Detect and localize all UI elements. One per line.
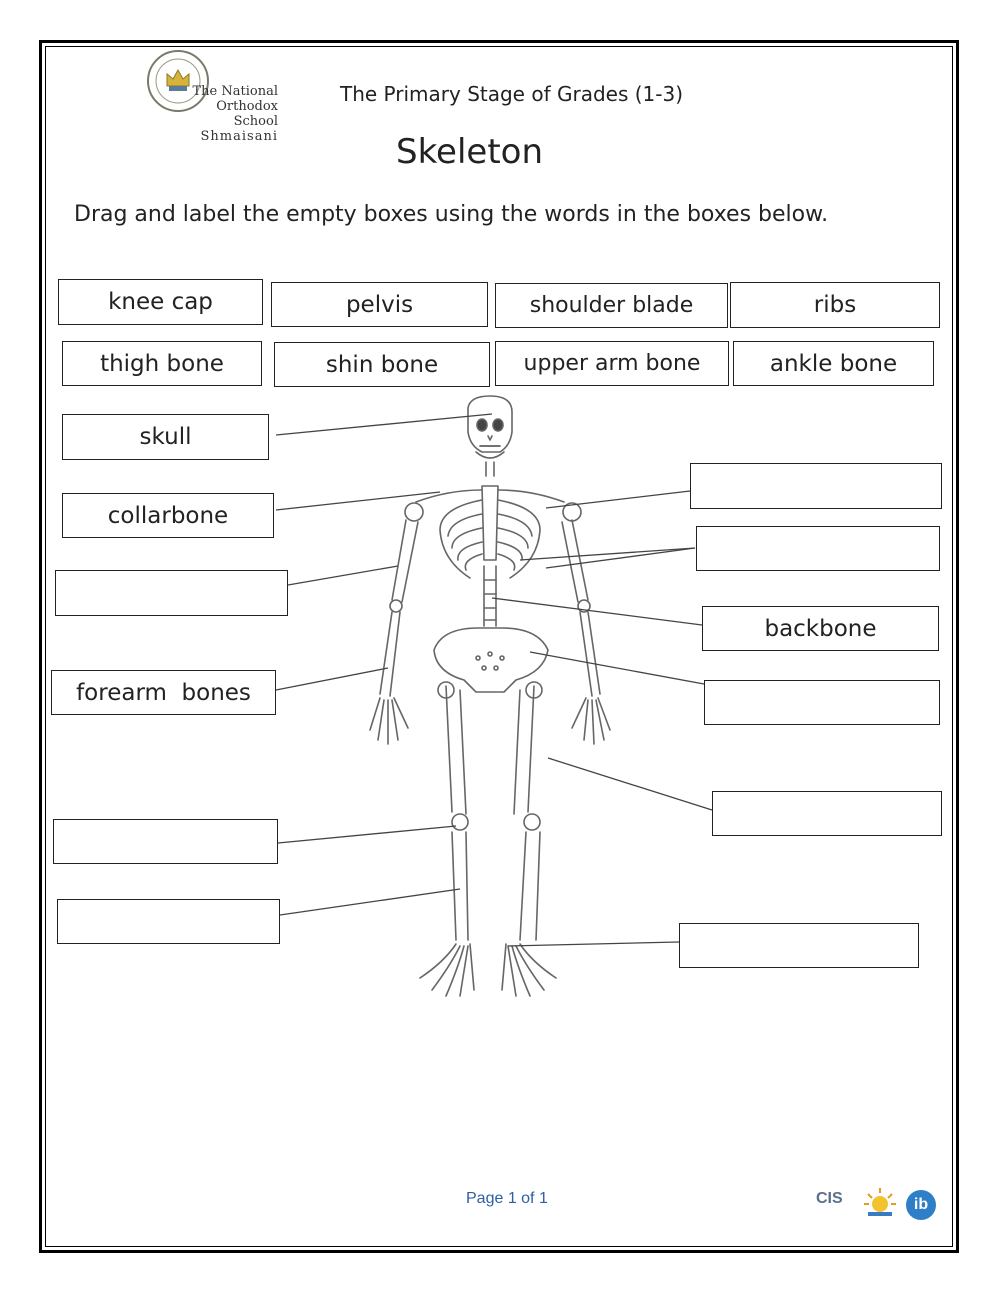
page-number: Page 1 of 1 (466, 1190, 548, 1207)
skull-shape (468, 396, 512, 452)
drop-box-shin[interactable] (57, 899, 280, 944)
leader-line-backbone (492, 598, 702, 625)
drop-box-ankle[interactable] (679, 923, 919, 968)
drop-box-shoulder[interactable] (690, 463, 942, 509)
leader-line-collarbone (276, 492, 440, 510)
drop-box-pelvis[interactable] (704, 680, 940, 725)
sun-logo-icon (862, 1186, 898, 1222)
word-bank-shin-bone[interactable]: shin bone (274, 342, 490, 387)
label-skull: skull (62, 414, 269, 460)
word-bank-shoulder-blade[interactable]: shoulder blade (495, 283, 728, 328)
leader-line-right-8 (508, 942, 679, 946)
leader-line-skull (276, 414, 492, 435)
school-name-line1: The National (192, 84, 278, 99)
leader-line-forearm (276, 668, 388, 690)
instruction-text: Drag and label the empty boxes using the words in the boxes below. (74, 202, 829, 227)
page-title: Skeleton (396, 132, 544, 172)
drop-box-upper-arm[interactable] (55, 570, 288, 616)
leader-line-left-3 (288, 566, 398, 585)
drop-box-ribs[interactable] (696, 526, 940, 571)
word-bank-knee-cap[interactable]: knee cap (58, 279, 263, 325)
leader-line-right-2b (520, 548, 695, 560)
cis-logo-icon: CIS (816, 1190, 843, 1207)
leader-line-left-7 (280, 889, 460, 915)
word-bank-ankle-bone[interactable]: ankle bone (733, 341, 934, 386)
leader-line-right-1 (546, 491, 690, 508)
word-bank-pelvis[interactable]: pelvis (271, 282, 488, 327)
school-name-line2: Orthodox School (216, 99, 278, 129)
leader-line-right-4 (530, 652, 704, 684)
word-bank-ribs[interactable]: ribs (730, 282, 940, 328)
word-bank-thigh-bone[interactable]: thigh bone (62, 341, 262, 386)
word-bank-upper-arm-bone[interactable]: upper arm bone (495, 341, 729, 386)
grade-heading: The Primary Stage of Grades (1-3) (340, 82, 684, 106)
label-forearm-bones: forearm bones (51, 670, 276, 715)
leader-line-left-6 (278, 826, 456, 843)
school-name-line3: Shmaisani (200, 129, 278, 144)
drop-box-knee[interactable] (53, 819, 278, 864)
leader-line-right-5 (548, 758, 712, 810)
label-collarbone: collarbone (62, 493, 274, 538)
drop-box-thigh[interactable] (712, 791, 942, 836)
ib-logo-icon: ib (906, 1190, 936, 1220)
label-backbone: backbone (702, 606, 939, 651)
